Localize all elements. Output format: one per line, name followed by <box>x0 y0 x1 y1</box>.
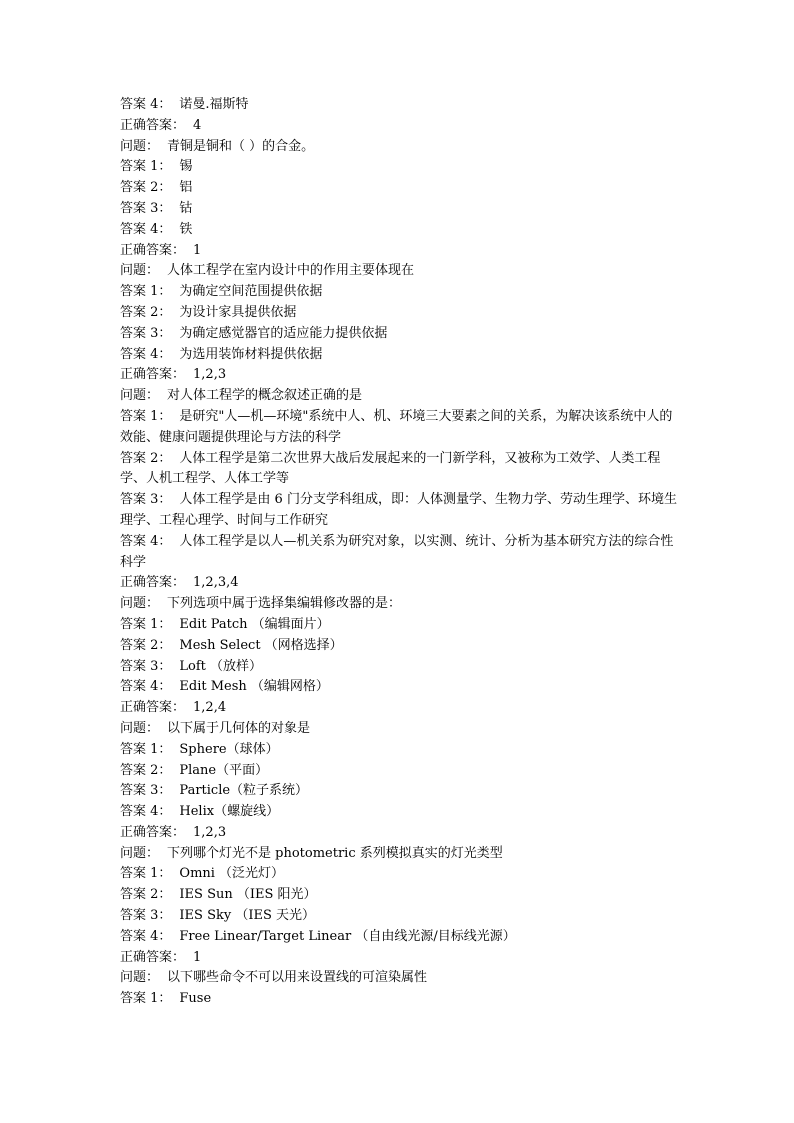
answer-line <box>120 989 680 1010</box>
line-label: 正确答案： <box>120 117 186 133</box>
line-text: 诺曼.福斯特 <box>179 97 249 112</box>
answer-line <box>120 199 680 220</box>
correct-answer-line <box>120 241 680 262</box>
line-label: 答案 1： <box>120 866 172 882</box>
line-label: 正确答案： <box>120 242 186 258</box>
line-text: Loft （放样） <box>179 658 263 674</box>
question-line <box>120 594 680 615</box>
line-label: 答案 4： <box>120 346 172 362</box>
answer-line <box>120 345 680 366</box>
line-text: 1 <box>193 949 202 965</box>
line-label: 答案 4： <box>120 221 172 237</box>
line-text: Plane（平面） <box>179 762 269 778</box>
line-label: 答案 4： <box>120 804 172 820</box>
answer-line <box>120 657 680 678</box>
line-label: 问题： <box>120 263 160 279</box>
answer-line <box>120 490 680 532</box>
answer-line <box>120 324 680 345</box>
answer-line <box>120 906 680 927</box>
line-text: 1,2,4 <box>193 700 227 716</box>
line-label: 问题： <box>120 970 160 986</box>
line-text: 下列选项中属于选择集编辑修改器的是： <box>167 596 402 612</box>
line-label: 答案 3： <box>120 658 172 674</box>
line-label: 正确答案： <box>120 700 186 716</box>
line-text: Omni （泛光灯） <box>179 866 285 882</box>
question-line <box>120 968 680 989</box>
line-label: 答案 1： <box>120 159 172 175</box>
line-text: 为确定空间范围提供依据 <box>179 284 323 300</box>
line-text: 人体工程学是由 6 门分支学科组成，即：人体测量学、生物力学、劳动生理学、环境生理学、工程心理学、时间与工作研究 <box>120 492 677 528</box>
line-label: 答案 1： <box>120 616 172 632</box>
line-text: 钴 <box>179 200 193 216</box>
answer-line <box>120 282 680 303</box>
line-label: 答案 3： <box>120 200 172 216</box>
line-label: 答案 2： <box>120 304 172 320</box>
line-label: 问题： <box>120 720 160 736</box>
line-label: 问题： <box>120 138 160 154</box>
answer-line <box>120 761 680 782</box>
answer-line <box>120 303 680 324</box>
line-text: 铝 <box>179 180 193 196</box>
line-text: 4 <box>193 117 202 133</box>
line-text: 为选用装饰材料提供依据 <box>179 346 323 362</box>
correct-answer-line <box>120 116 680 137</box>
line-label: 答案 2： <box>120 450 172 466</box>
line-text: 下列哪个灯光不是 photometric 系列模拟真实的灯光类型 <box>167 845 503 861</box>
line-text: 人体工程学是第二次世界大战后发展起来的一门新学科，又被称为工效学、人类工程学、人机工程学、人体工学等 <box>120 450 661 487</box>
line-text: 是研究"人—机—环境"系统中人、机、环境三大要素之间的关系，为解决该系统中人的效能、健康问题提供理论与方法的科学 <box>120 408 673 445</box>
line-label: 答案 3： <box>120 492 172 508</box>
line-label: 正确答案： <box>120 949 186 965</box>
correct-answer-line <box>120 365 680 386</box>
question-line <box>120 261 680 282</box>
line-text: Fuse <box>179 991 212 1007</box>
line-text: IES Sky （IES 天光） <box>179 908 315 924</box>
question-line <box>120 137 680 158</box>
line-text: Edit Patch （编辑面片） <box>179 616 330 632</box>
answer-line <box>120 449 680 491</box>
answer-line <box>120 157 680 178</box>
line-label: 问题： <box>120 388 160 404</box>
line-label: 答案 2： <box>120 762 172 778</box>
answer-line <box>120 532 680 574</box>
line-label: 答案 1： <box>120 741 172 757</box>
line-label: 答案 2： <box>120 180 172 196</box>
answer-line <box>120 781 680 802</box>
answer-line <box>120 95 680 116</box>
line-text: 1,2,3 <box>193 367 227 383</box>
line-text: 1 <box>193 242 202 258</box>
correct-answer-line <box>120 573 680 594</box>
answer-line <box>120 927 680 948</box>
line-label: 答案 3： <box>120 783 172 799</box>
line-text: Particle（粒子系统） <box>179 783 309 799</box>
line-text: Sphere（球体） <box>179 741 279 757</box>
answer-line <box>120 677 680 698</box>
line-label: 答案 4： <box>120 679 172 695</box>
line-label: 答案 3： <box>120 908 172 924</box>
line-text: 铁 <box>179 221 193 237</box>
question-line <box>120 719 680 740</box>
line-label: 正确答案： <box>120 575 186 591</box>
line-text: 1,2,3,4 <box>193 575 239 591</box>
line-label: 答案 1： <box>120 991 172 1007</box>
line-label: 问题： <box>120 596 160 612</box>
line-text: 为设计家具提供依据 <box>179 304 297 320</box>
line-label: 问题： <box>120 845 160 861</box>
answer-line <box>120 178 680 199</box>
correct-answer-line <box>120 948 680 969</box>
line-text: 以下属于几何体的对象是 <box>167 720 311 736</box>
answer-line <box>120 220 680 241</box>
line-text: Helix（螺旋线） <box>179 804 280 820</box>
question-line <box>120 844 680 865</box>
line-label: 答案 1： <box>120 284 172 300</box>
line-text: IES Sun （IES 阳光） <box>179 887 317 903</box>
correct-answer-line <box>120 823 680 844</box>
line-label: 答案 2： <box>120 887 172 903</box>
line-label: 答案 4： <box>120 928 172 944</box>
line-text: 锡 <box>179 159 193 175</box>
line-text: 1,2,3 <box>193 824 227 840</box>
line-text: Edit Mesh （编辑网格） <box>179 679 329 695</box>
answer-line <box>120 740 680 761</box>
answer-line <box>120 802 680 823</box>
line-text: 人体工程学在室内设计中的作用主要体现在 <box>167 263 415 279</box>
line-label: 答案 3： <box>120 325 172 341</box>
line-text: 人体工程学是以人—机关系为研究对象，以实测、统计、分析为基本研究方法的综合性科学 <box>120 533 674 570</box>
question-line <box>120 386 680 407</box>
line-text: Mesh Select （网格选择） <box>179 637 343 653</box>
line-text: 以下哪些命令不可以用来设置线的可渲染属性 <box>167 970 428 986</box>
line-text: Free Linear/Target Linear （自由线光源/目标线光源） <box>179 928 516 944</box>
line-label: 正确答案： <box>120 367 186 383</box>
answer-line <box>120 615 680 636</box>
answer-line <box>120 864 680 885</box>
document-page <box>120 95 680 1010</box>
line-text: 为确定感觉器官的适应能力提供依据 <box>179 325 388 341</box>
line-label: 答案 4： <box>120 97 172 112</box>
line-text: 青铜是铜和（ ）的合金。 <box>167 138 315 154</box>
line-label: 答案 1： <box>120 408 172 424</box>
line-label: 答案 4： <box>120 533 172 549</box>
line-label: 答案 2： <box>120 637 172 653</box>
line-label: 正确答案： <box>120 824 186 840</box>
correct-answer-line <box>120 698 680 719</box>
answer-line <box>120 885 680 906</box>
answer-line <box>120 407 680 449</box>
line-text: 对人体工程学的概念叙述正确的是 <box>167 388 363 404</box>
answer-line <box>120 636 680 657</box>
